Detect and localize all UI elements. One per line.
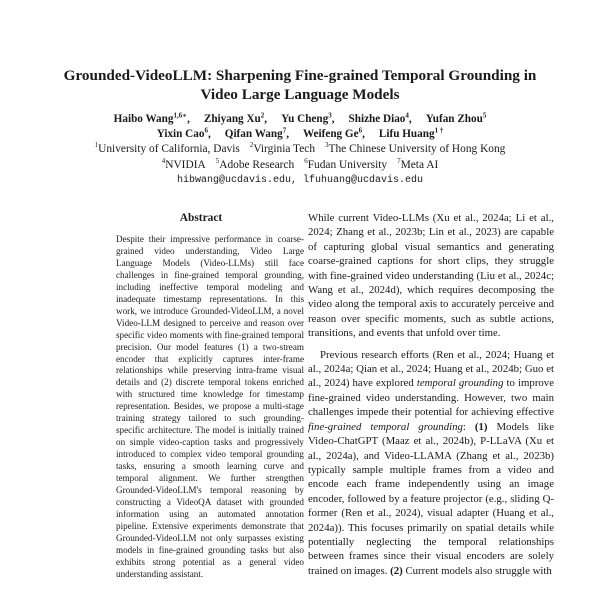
intro-paragraph-1: While current Video-LLMs (Xu et al., 2024a; Li et al., 2024; Zhang et al., 2023b; Lin et al., 2023) are capable of capturing global visual semantics and generating coarse-grained captions for short clips, they struggle with fine-grained video understanding (Liu et al., 2024c; Wang et al., 2024d), which requires decomposing the video along the temporal axis to accurately perceive and reason over specific moments, such as subtle actions, transitions, and events that unfold over time. [308, 212, 554, 340]
author: Shizhe Diao$^4$, [348, 111, 412, 125]
author-name: Yixin Cao [156, 128, 205, 140]
intro-p2-text-b: to improve fine-grained video understanding. However, two main challenges impede their potential for achieving effective [308, 377, 555, 419]
affiliation-name: University of California, Davis [98, 143, 240, 155]
author-list [40, 112, 560, 142]
affiliation-marker: 3 [325, 141, 329, 150]
author-name: Lifu Huang [378, 128, 435, 140]
author-name: Weifeng Ge [302, 128, 359, 140]
affiliation-name: Meta AI [400, 158, 439, 171]
author-marker: 6 [358, 126, 363, 135]
author: Weifeng Ge$^6$, [302, 126, 365, 140]
affiliation-name: Adobe Research [219, 158, 295, 171]
affiliation-marker: 6 [304, 156, 308, 165]
affiliation-marker: 1 [94, 141, 99, 150]
author-marker: 7 [282, 126, 287, 135]
author-marker: 2 [260, 111, 265, 120]
intro-p2-text-d: Models like Video-ChatGPT (Maaz et al., 2024b), P-LLaVA (Xu et al., 2024a), and Video-LLAMA (Zhang et al., 2023b) typically sample multiple frames from a video and encode each frame independently using an image encoder, followed by a feature projector (e.g., sliding Q-former (Ren et al., 2024), visual adapter (Huang et al., 2024a)). This focuses primarily on spatial details while potentially neglecting the temporal relationships between frames since their visual encoders are solely trained on images. [308, 420, 554, 577]
intro-p2-bold-1: (1) [474, 420, 488, 433]
author-emails: hibwang@ucdavis.edu, lfuhuang@ucdavis.edu [176, 175, 424, 186]
intro-p2-bold-2: (2) [390, 564, 403, 577]
affiliation-line-1 [40, 142, 560, 158]
abstract-heading: Abstract [179, 212, 223, 224]
affiliation-marker: 2 [249, 141, 254, 150]
intro-paragraph-2 [308, 348, 554, 579]
author-name: Shizhe Diao [348, 113, 406, 125]
author-marker: 4 [405, 111, 409, 120]
affiliation-line-2 [40, 158, 560, 174]
affiliation-name: Fudan University [307, 158, 388, 171]
intro-p2-italic-temporal-grounding: temporal grounding [416, 377, 504, 390]
author-name: Qifan Wang [224, 128, 283, 140]
affiliation-name: Virginia Tech [253, 143, 316, 155]
affiliation [215, 156, 295, 171]
author-marker: 1 † [434, 126, 444, 135]
abstract-text: Despite their impressive performance in coarse-grained video understanding, Video Large Language Models (Video-LLMs) still face challenges in fine-grained temporal grounding, including ineffective temporal modeling and inadequate timestamp representations. In this work, we introduce Grounded-VideoLLM, a novel Video-LLM designed to perceive and reason over specific video moments with fine-grained temporal precision. Our model features (1) a two-stream encoder that explicitly captures inter-frame relationships while preserving intra-frame visual details and (2) discrete temporal tokens enriched with structured time knowledge for timestamp representation. Besides, we propose a multi-stage training strategy tailored to such grounding-specific architecture. The model is initially trained on simple video-caption tasks and progressively introduced to complex video temporal grounding tasks, ensuring a smooth learning curve and temporal alignment. We further strengthen Grounded-VideoLLM's temporal reasoning by constructing a VideoQA dataset with grounded information using an automated annotation pipeline. Extensive experiments demonstrate that Grounded-VideoLLM not only surpasses existing models in fine-grained grounding tasks but also exhibits strong potential as a general video understanding assistant. [116, 234, 304, 579]
affiliation [325, 143, 505, 155]
affiliation-list [40, 142, 560, 173]
introduction-column [308, 211, 554, 578]
affiliation-name: NVIDIA [165, 158, 206, 171]
author-name: Zhiyang Xu [203, 113, 261, 125]
affiliation-marker: 4 [161, 156, 166, 165]
affiliation-marker: 7 [397, 156, 401, 165]
author-marker: 1,6∗ [173, 111, 188, 120]
author-marker: 6 [204, 126, 208, 135]
author: Yu Cheng$^3$, [281, 111, 335, 125]
paper-title: Grounded-VideoLLM: Sharpening Fine-grained Temporal Grounding in Video Large Language Models [63, 67, 537, 103]
author-line-2 [40, 127, 560, 142]
author-marker: 3 [328, 111, 332, 120]
intro-p2-text-a: Previous research efforts (Ren et al., 2024; Huang et al., 2024a; Qian et al., 2024; Huang et al., 2024b; Guo et al., 2024) have explored [308, 348, 554, 390]
author: Haibo Wang$^{1,6∗}$, [113, 111, 190, 125]
author-name: Yu Cheng [281, 113, 329, 125]
author-name: Yufan Zhou [425, 113, 483, 125]
affiliation-name: The Chinese University of Hong Kong [328, 143, 506, 155]
author-marker: 5 [482, 111, 487, 120]
author-line-1 [40, 112, 560, 127]
author: Yixin Cao$^6$, [156, 126, 211, 140]
affiliation-marker: 5 [215, 156, 220, 165]
author [379, 128, 443, 140]
intro-p2-italic-fine-grained: fine-grained temporal grounding [308, 420, 463, 433]
author: Zhiyang Xu$^2$, [203, 111, 268, 125]
author: Qifan Wang$^7$, [224, 126, 289, 140]
affiliation [397, 156, 439, 171]
intro-p2-text-c: : [462, 420, 475, 433]
affiliation [95, 143, 240, 155]
affiliation [161, 156, 206, 171]
intro-p2-text-e: Current models also struggle with [402, 564, 552, 577]
author [426, 113, 487, 125]
affiliation [250, 143, 315, 155]
author-name: Haibo Wang [113, 113, 174, 125]
affiliation [304, 156, 388, 171]
